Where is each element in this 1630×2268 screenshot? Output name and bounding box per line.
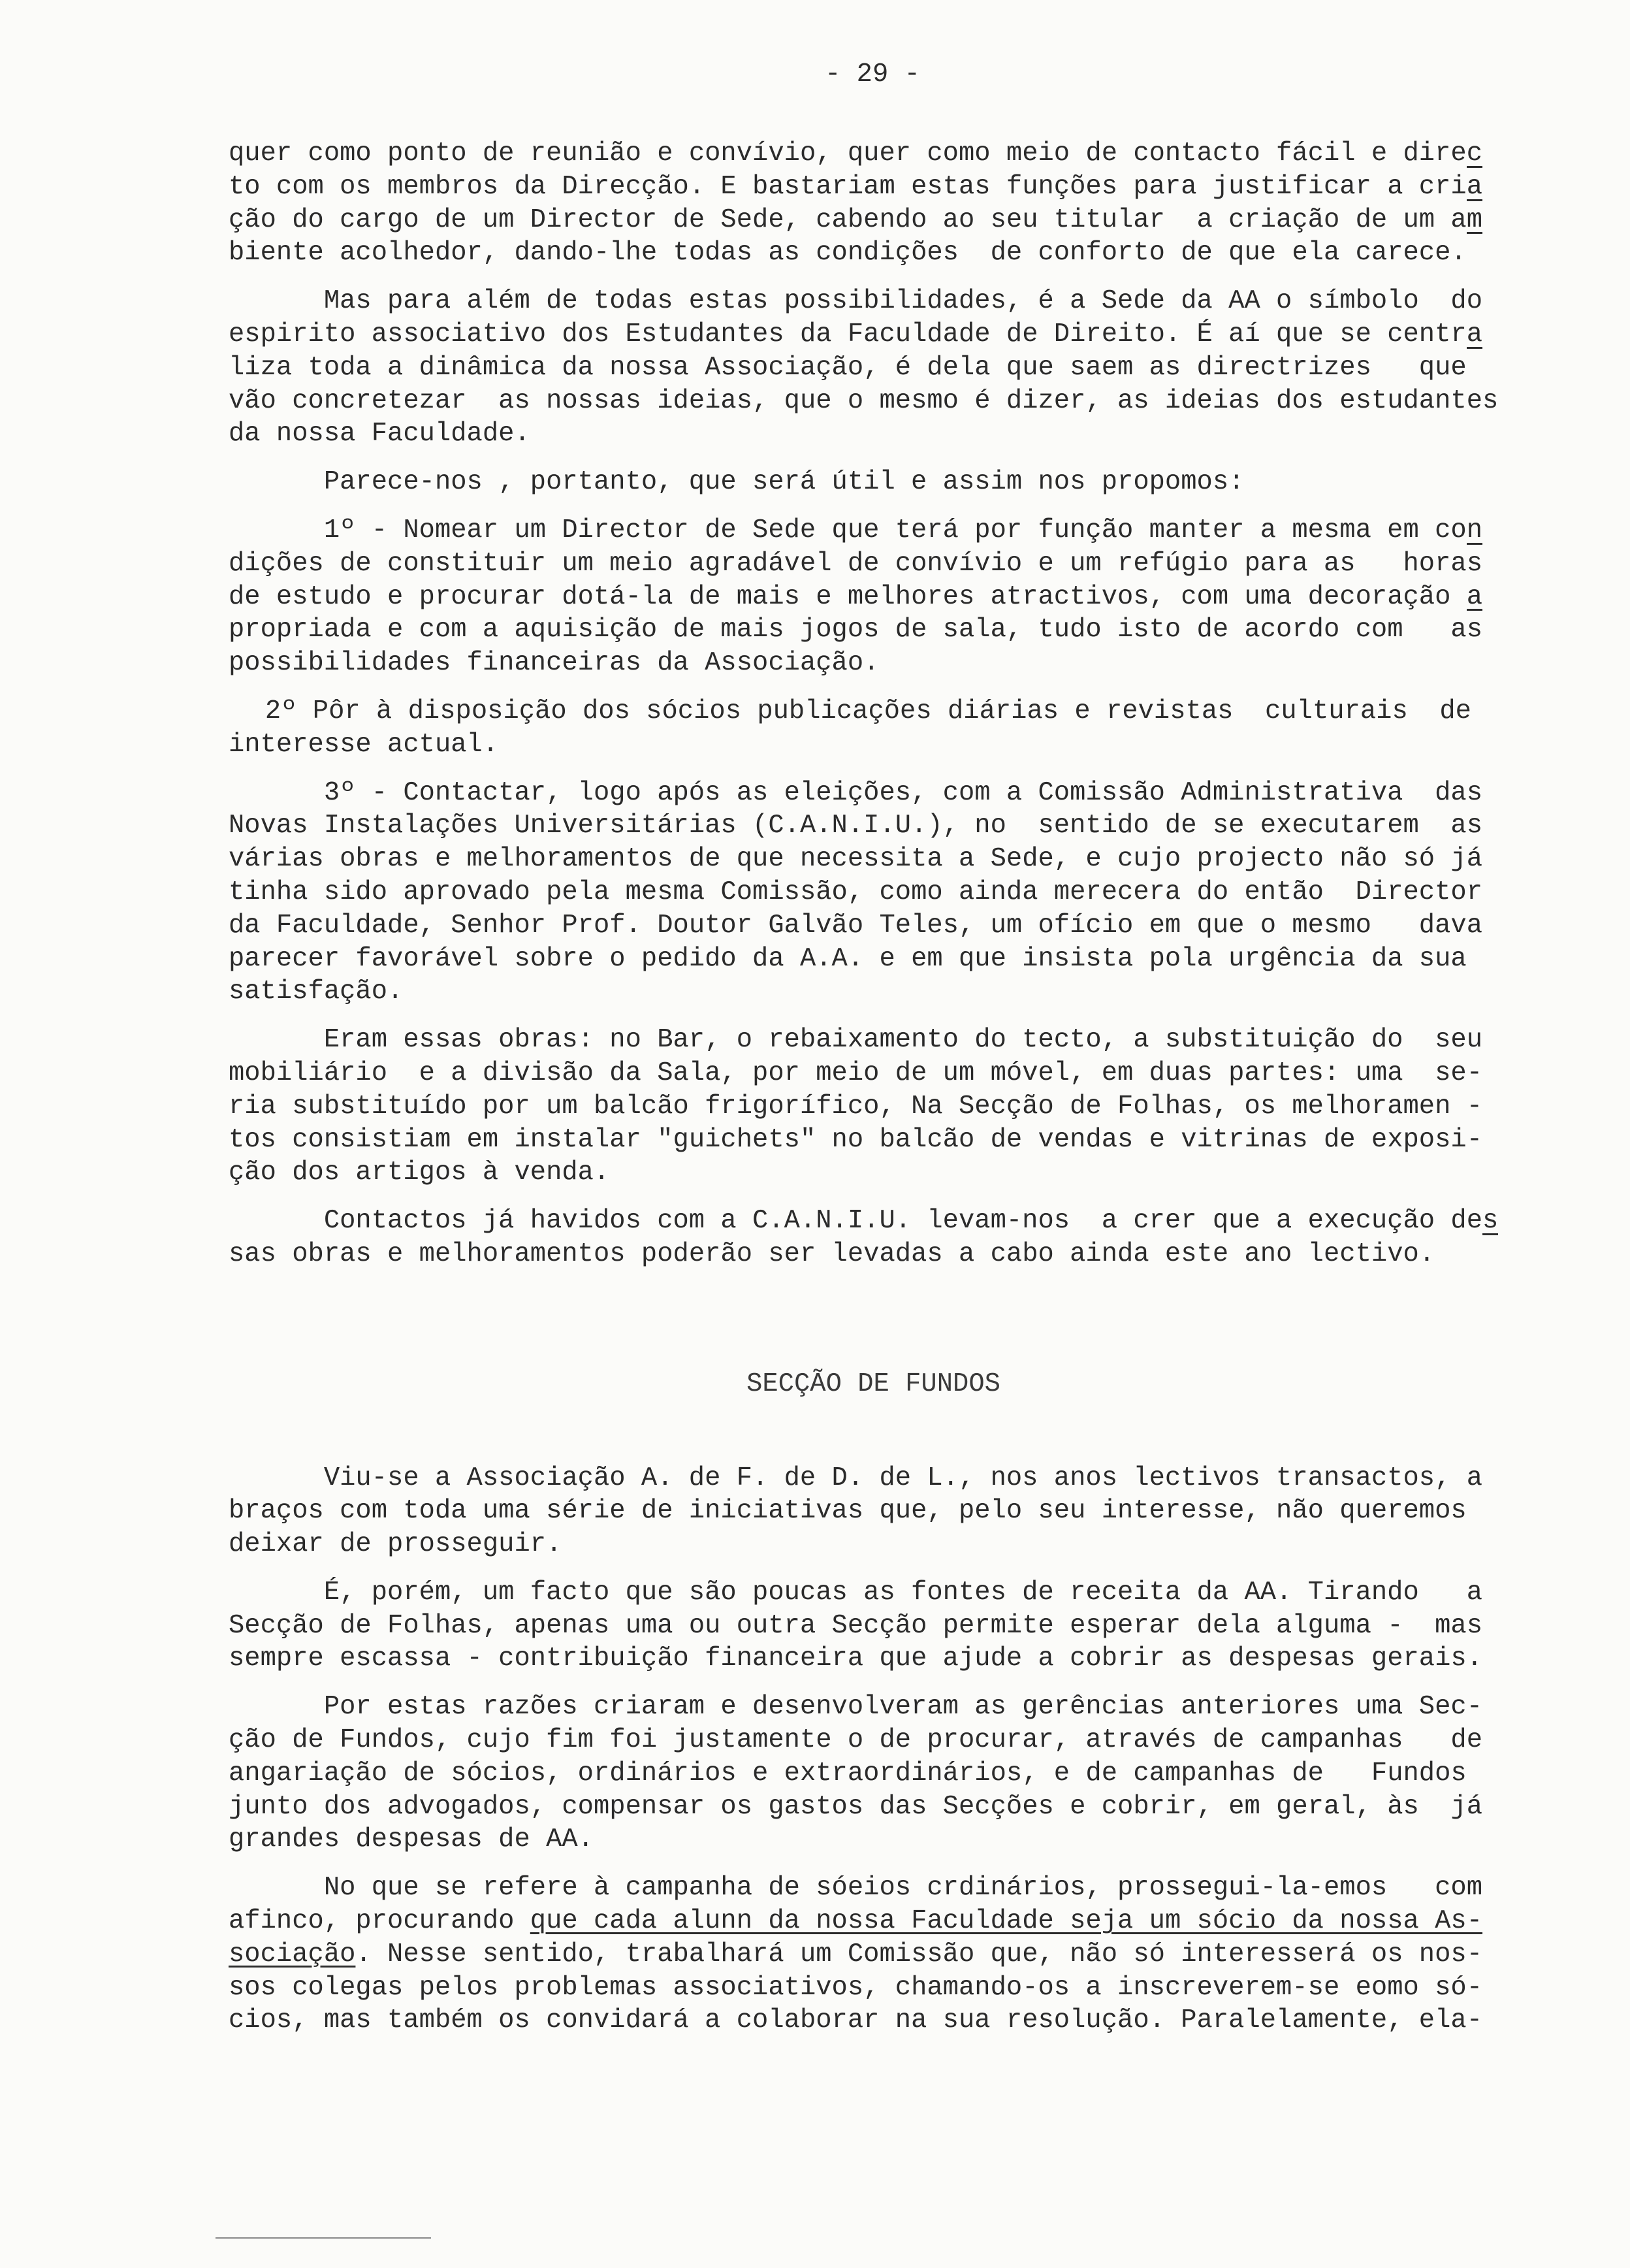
text-line: propriada e com a aquisição de mais jogos de sala, tudo isto de acordo com as: [229, 615, 1483, 645]
text-line: angariação de sócios, ordinários e extraordinários, e de campanhas de Fundos: [229, 1758, 1467, 1789]
paragraph: [229, 1691, 1518, 1856]
text-segment: . Nesse sentido, trabalhará um Comissão que, não só interesserá os nos-: [355, 1939, 1483, 1969]
text-line-content: Contactos já havidos com a C.A.N.I.U. levam-nos a crer que a execução des: [324, 1205, 1499, 1238]
text-line: Parece-nos , portanto, que será útil e assim nos propomos:: [323, 467, 1245, 498]
paragraph: [229, 1871, 1518, 2037]
paragraph: [229, 466, 1518, 499]
text-line: É, porém, um facto que são poucas as fontes de receita da AA. Tirando a: [323, 1577, 1483, 1608]
text-line: várias obras e melhoramentos de que necessita a Sede, e cujo projecto não só já: [229, 844, 1483, 875]
text-line: Viu-se a Associação A. de F. de D. de L., nos anos lectivos transactos, a: [323, 1463, 1483, 1493]
text-line: cios, mas também os convidará a colaborar na sua resolução. Paralelamente, ela-: [229, 2005, 1483, 2036]
text-line: [229, 581, 1518, 614]
paragraph: [229, 1576, 1518, 1676]
paragraph: [229, 777, 1518, 1009]
text-line-content: espirito associativo dos Estudantes da Faculdade de Direito. É aí que se centra: [229, 318, 1482, 351]
text-line: mobiliário e a divisão da Sala, por meio de um móvel, em duas partes: uma se-: [229, 1058, 1483, 1088]
text-line: sempre escassa - contribuição financeira que ajude a cobrir as despesas gerais.: [229, 1644, 1483, 1674]
text-line: parecer favorável sobre o pedido da A.A. e em que insista pola urgência da sua: [229, 943, 1467, 974]
text-line: ção de Fundos, cujo fim foi justamente o de procurar, através de campanhas de: [229, 1725, 1483, 1756]
paragraph: [229, 1205, 1518, 1271]
paragraph: [229, 695, 1518, 762]
text-line: dições de constituir um meio agradável de convívio e um refúgio para as horas: [229, 548, 1483, 579]
page-number: - 29 -: [825, 59, 920, 89]
text-line-content: quer como ponto de reunião e convívio, quer como meio de contacto fácil e direc: [229, 137, 1482, 170]
text-line: possibilidades financeiras da Associação.: [229, 648, 880, 679]
text-line: sos colegas pelos problemas associativos, chamando-os a inscreverem-se eomo só-: [229, 1972, 1483, 2003]
text-line: Novas Instalações Universitárias (C.A.N.I.U.), no sentido de se executarem as: [229, 811, 1483, 841]
text-line: sas obras e melhoramentos poderão ser levadas a cabo ainda este ano lectivo.: [229, 1239, 1435, 1269]
text-line: braços com toda uma série de iniciativas que, pelo seu interesse, não queremos: [229, 1496, 1467, 1527]
text-line: 2º Pôr à disposição dos sócios publicações diárias e revistas culturais de: [264, 696, 1471, 726]
text-line: Secção de Folhas, apenas uma ou outra Secção permite esperar dela alguma - mas: [229, 1610, 1483, 1641]
text-line-content: to com os membros da Direcção. E bastariam estas funções para justificar a cria: [229, 170, 1482, 204]
text-line-content: ção do cargo de um Director de Sede, cabendo ao seu titular a criação de um am: [229, 204, 1482, 237]
text-line: da nossa Faculdade.: [229, 419, 530, 449]
text-line: [229, 1938, 1518, 1971]
document-body: [229, 137, 1518, 2037]
text-line: No que se refere à campanha de sóeios crdinários, prossegui-la-emos com: [323, 1873, 1483, 1904]
text-line: tos consistiam em instalar "guichets" no balcão de vendas e vitrinas de exposi-: [229, 1124, 1483, 1155]
paragraph: [229, 1024, 1518, 1190]
text-line: tinha sido aprovado pela mesma Comissão, como ainda merecera do então Director: [229, 877, 1483, 907]
paragraph: [229, 1462, 1518, 1561]
section-heading: SECÇÃO DE FUNDOS: [746, 1369, 1000, 1399]
text-line: biente acolhedor, dando-lhe todas as condições de conforto de que ela carece.: [229, 238, 1467, 268]
text-line: [229, 204, 1518, 237]
text-line: junto dos advogados, compensar os gastos das Secções e cobrir, em geral, às já: [229, 1791, 1483, 1822]
text-line: Por estas razões criaram e desenvolveram as gerências anteriores uma Sec-: [323, 1692, 1483, 1723]
text-line-content: de estudo e procurar dotá-la de mais e melhores atractivos, com uma decoração a: [229, 581, 1482, 614]
text-line: [229, 170, 1518, 204]
text-line: 3º - Contactar, logo após as eleições, com a Comissão Administrativa das: [323, 777, 1483, 808]
text-line: ção dos artigos à venda.: [229, 1158, 610, 1188]
text-line: grandes despesas de AA.: [229, 1824, 594, 1855]
underlined-text: sociação: [229, 1939, 356, 1969]
text-line: satisfação.: [229, 977, 404, 1007]
text-segment: afinco, procurando: [229, 1906, 530, 1937]
text-line: [229, 318, 1518, 351]
underlined-text: que cada alunn da nossa Faculdade seja um sócio da nossa As-: [530, 1906, 1483, 1937]
paragraph: [229, 514, 1518, 680]
text-line: liza toda a dinâmica da nossa Associação, é dela que saem as directrizes que: [229, 352, 1467, 383]
text-line: [229, 1205, 1518, 1238]
paragraph: [229, 137, 1518, 270]
text-line-content: 1º - Nomear um Director de Sede que terá por função manter a mesma em con: [324, 514, 1482, 547]
text-line: da Faculdade, Senhor Prof. Doutor Galvão Teles, um ofício em que o mesmo dava: [229, 910, 1483, 941]
footer-rule: [216, 2237, 431, 2239]
text-line: interesse actual.: [229, 729, 499, 760]
text-line: [229, 514, 1518, 547]
text-line: vão concretezar as nossas ideias, que o mesmo é dizer, as ideias dos estudantes: [229, 385, 1499, 416]
text-line: deixar de prosseguir.: [229, 1529, 562, 1560]
text-line: [229, 1905, 1518, 1938]
paragraph: [229, 285, 1518, 451]
text-line: [229, 137, 1518, 170]
text-line: Mas para além de todas estas possibilidades, é a Sede da AA o símbolo do: [323, 286, 1483, 317]
text-line: ria substituído por um balcão frigorífico, Na Secção de Folhas, os melhoramen -: [229, 1091, 1483, 1122]
text-line: Eram essas obras: no Bar, o rebaixamento do tecto, a substituição do seu: [323, 1025, 1483, 1056]
